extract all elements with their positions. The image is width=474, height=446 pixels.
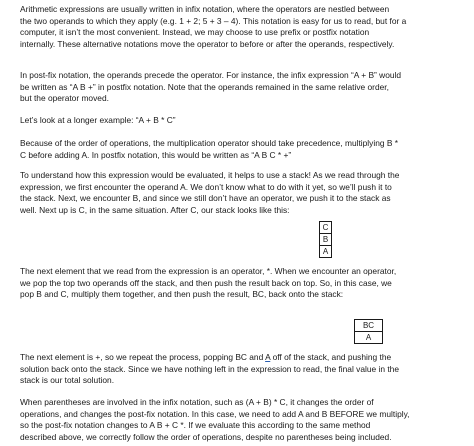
text-line: Let’s look at a longer example: “A + B * C” bbox=[20, 115, 176, 125]
paragraph-parentheses bbox=[20, 397, 466, 443]
stack-diagram-cba bbox=[319, 221, 332, 258]
paragraph-plus-operator bbox=[20, 352, 466, 387]
stack-cell: A bbox=[355, 332, 383, 344]
text-line: Because of the order of operations, the multiplication operator should take precedence, multiplying B * bbox=[20, 138, 399, 148]
text-fragment: The next element is +, so we repeat the process, popping BC and bbox=[20, 352, 266, 362]
stack-cell: C bbox=[320, 222, 332, 234]
text-line: computer, it isn’t the most convenient. Instead, we may choose to use prefix or postfix notation bbox=[20, 27, 370, 37]
paragraph-postfix-intro bbox=[20, 70, 466, 105]
text-line: solution back onto the stack. Since we have nothing left in the expression to read, the final value in the bbox=[20, 363, 399, 374]
text-line: expression, we first encounter the operand A. We don’t know what to do with it yet, so we’ll push it to bbox=[20, 181, 392, 192]
text-line: C before adding A. In postfix notation, this would be written as “A B C * +” bbox=[20, 149, 292, 160]
text-line: operations, and changes the post-fix notation. In this case, we need to add A and B BEFORE we multiply, bbox=[20, 408, 410, 419]
text-fragment-underlined: A bbox=[265, 352, 271, 362]
text-line: so the post-fix notation changes to A B + C *. If we evaluate this according to the same method bbox=[20, 420, 371, 430]
paragraph-operator-pop bbox=[20, 266, 466, 301]
stack-cell: B bbox=[320, 234, 332, 246]
paragraph-order-of-operations bbox=[20, 138, 466, 161]
text-fragment: off of the stack, and pushing the bbox=[270, 352, 392, 362]
text-line: we pop the top two operands off the stack, and then push the result back on top. So, in this case, we bbox=[20, 277, 392, 288]
text-line: In post-fix notation, the operands precede the operator. For instance, the infix expression “A + B” would bbox=[20, 70, 402, 80]
text-line: stack is our total solution. bbox=[20, 375, 115, 385]
text-line: To understand how this expression would be evaluated, it helps to use a stack! As we read through the bbox=[20, 170, 400, 180]
stack-cell: A bbox=[320, 246, 332, 258]
stack-cell: BC bbox=[355, 320, 383, 332]
paragraph-stack-evaluation bbox=[20, 170, 466, 216]
stack-diagram-bca bbox=[354, 319, 383, 344]
text-line: described above, we correctly follow the order of operations, despite no parentheses being included. bbox=[20, 431, 392, 442]
text-line: The next element that we read from the expression is an operator, *. When we encounter an operator, bbox=[20, 266, 397, 276]
text-line: internally. These alternative notations move the operator to before or after the operands, respectively. bbox=[20, 38, 395, 49]
text-line: When parentheses are involved in the infix notation, such as (A + B) * C, it changes the order of bbox=[20, 397, 374, 407]
text-line: pop B and C, multiply them together, and then push the result, BC, back onto the stack: bbox=[20, 289, 344, 299]
text-line bbox=[20, 352, 466, 364]
text-line: Arithmetic expressions are usually written in infix notation, where the operators are nestled between bbox=[20, 4, 390, 14]
paragraph-example bbox=[20, 115, 466, 127]
text-line: well. Next up is C, in the same situation. After C, our stack looks like this: bbox=[20, 204, 290, 215]
text-line: be written as “A B +” in postfix notation. Note that the operands remained in the same relative order, bbox=[20, 81, 389, 92]
text-line: but the operator moved. bbox=[20, 93, 109, 103]
paragraph-infix-intro bbox=[20, 4, 466, 50]
text-line: the two operands to which they apply (e.g. 1 + 2; 5 + 3 – 4). This notation is easy for us to read, but for a bbox=[20, 15, 407, 26]
text-line: the stack. Next, we encounter B, and since we still don’t have an operator, we push it to the stack as bbox=[20, 193, 391, 203]
